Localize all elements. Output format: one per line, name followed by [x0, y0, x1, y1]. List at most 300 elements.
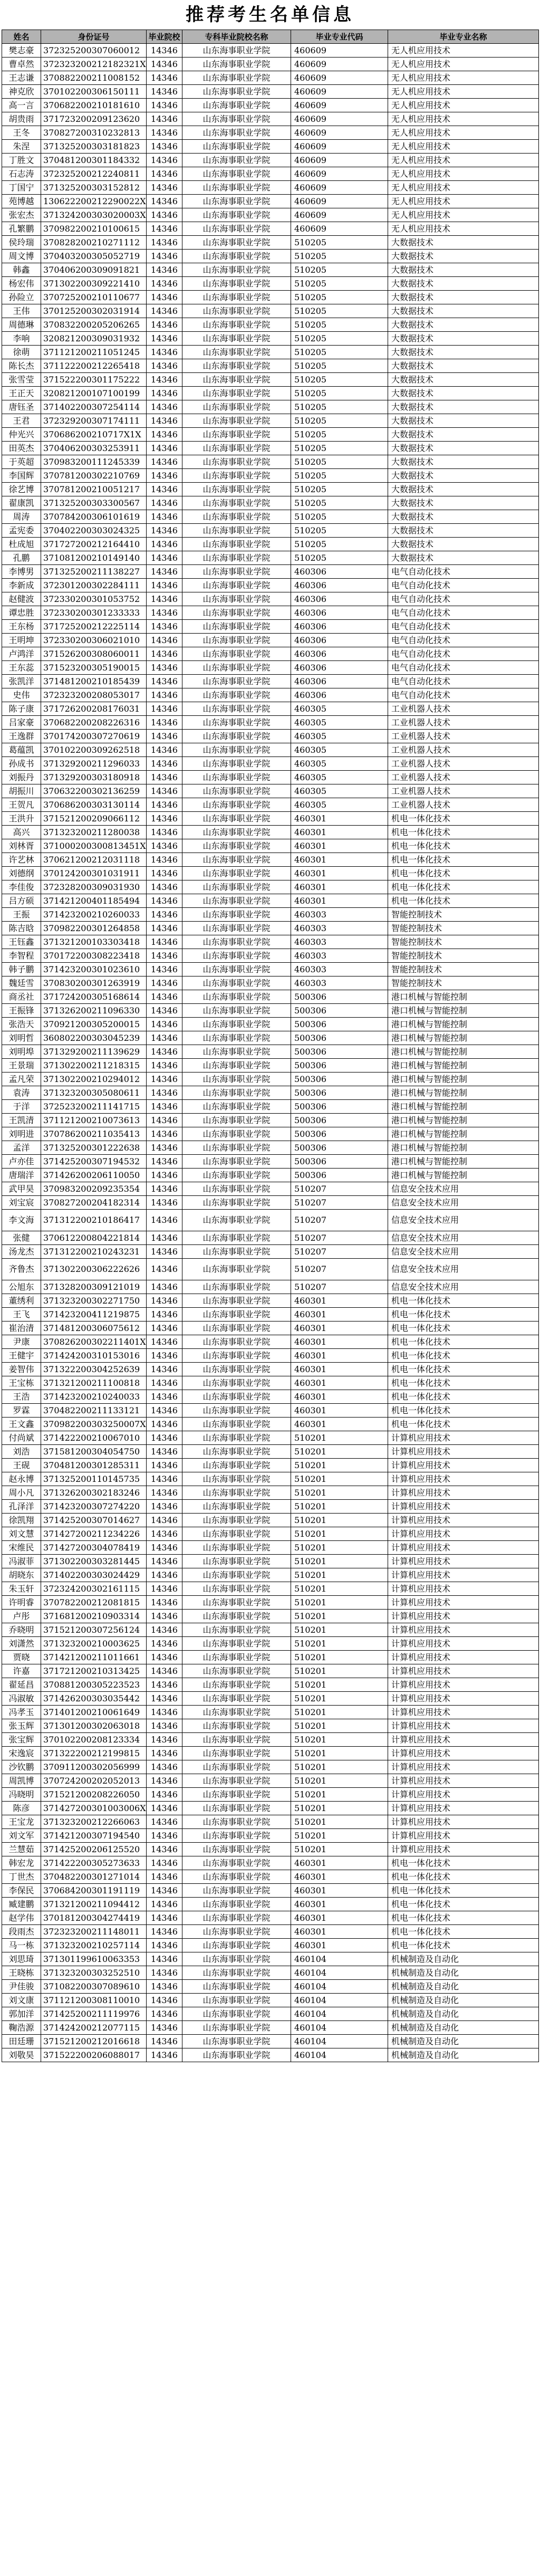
cell-id-number: 371423200210260033 — [41, 908, 147, 922]
cell-major-name: 机电一体化技术 — [388, 880, 539, 894]
cell-school-code: 14346 — [147, 99, 182, 112]
cell-school-code: 14346 — [147, 1994, 182, 2007]
cell-major-code: 510201 — [291, 1541, 388, 1555]
cell-school-code: 14346 — [147, 414, 182, 428]
cell-major-code: 510201 — [291, 1788, 388, 1802]
cell-major-name: 电气自动化技术 — [388, 592, 539, 606]
cell-major-name: 电气自动化技术 — [388, 579, 539, 592]
cell-school-name: 山东海事职业学院 — [182, 743, 291, 757]
cell-name: 李新成 — [2, 579, 41, 592]
cell-major-name: 大数据技术 — [388, 510, 539, 524]
cell-school-name: 山东海事职业学院 — [182, 908, 291, 922]
table-row — [2, 1321, 539, 1335]
cell-school-name: 山东海事职业学院 — [182, 1141, 291, 1155]
cell-school-name: 山东海事职业学院 — [182, 798, 291, 812]
cell-name: 冯孝玉 — [2, 1706, 41, 1719]
cell-major-code: 510207 — [291, 1210, 388, 1231]
cell-major-code: 510205 — [291, 538, 388, 551]
cell-school-name: 山东海事职业学院 — [182, 1952, 291, 1966]
table-row — [2, 1245, 539, 1259]
cell-name: 张雪莹 — [2, 373, 41, 387]
cell-school-code: 14346 — [147, 757, 182, 771]
cell-id-number: 320821200309031932 — [41, 332, 147, 346]
table-row — [2, 894, 539, 908]
cell-major-code: 510201 — [291, 1527, 388, 1541]
table-row — [2, 304, 539, 318]
cell-name: 公旭东 — [2, 1280, 41, 1294]
cell-school-name: 山东海事职业学院 — [182, 524, 291, 538]
table-row — [2, 332, 539, 346]
cell-major-name: 大数据技术 — [388, 469, 539, 483]
cell-major-code: 460303 — [291, 908, 388, 922]
cell-major-name: 无人机应用技术 — [388, 154, 539, 167]
cell-school-code: 14346 — [147, 291, 182, 304]
cell-name: 商丞社 — [2, 990, 41, 1004]
table-row — [2, 44, 539, 58]
cell-school-code: 14346 — [147, 908, 182, 922]
cell-major-name: 机电一体化技术 — [388, 1418, 539, 1431]
table-row — [2, 1856, 539, 1870]
cell-id-number: 371422200210067010 — [41, 1431, 147, 1445]
table-row — [2, 2007, 539, 2021]
table-row — [2, 1472, 539, 1486]
cell-school-name: 山东海事职业学院 — [182, 1472, 291, 1486]
cell-school-name: 山东海事职业学院 — [182, 1349, 291, 1363]
cell-name: 仲光兴 — [2, 428, 41, 442]
cell-major-code: 460303 — [291, 935, 388, 949]
table-row — [2, 743, 539, 757]
cell-id-number: 370125200302031914 — [41, 304, 147, 318]
cell-school-code: 14346 — [147, 647, 182, 661]
cell-name: 王景瑞 — [2, 1059, 41, 1072]
cell-school-code: 14346 — [147, 1182, 182, 1196]
cell-school-code: 14346 — [147, 1363, 182, 1376]
cell-major-name: 港口机械与智能控制 — [388, 1155, 539, 1169]
cell-school-name: 山东海事职业学院 — [182, 990, 291, 1004]
cell-school-name: 山东海事职业学院 — [182, 1321, 291, 1335]
cell-id-number: 371000200300813451X — [41, 839, 147, 853]
cell-id-number: 370827200310232813 — [41, 126, 147, 140]
cell-school-code: 14346 — [147, 346, 182, 359]
cell-id-number: 370481200301285311 — [41, 1459, 147, 1472]
cell-major-name: 计算机应用技术 — [388, 1500, 539, 1514]
cell-school-name: 山东海事职业学院 — [182, 1259, 291, 1280]
cell-name: 董绣利 — [2, 1294, 41, 1308]
cell-id-number: 370621200212031118 — [41, 853, 147, 867]
table-row — [2, 1760, 539, 1774]
cell-school-code: 14346 — [147, 1966, 182, 1980]
cell-school-name: 山东海事职业学院 — [182, 1939, 291, 1952]
cell-id-number: 371521200307256124 — [41, 1623, 147, 1637]
cell-school-code: 14346 — [147, 1404, 182, 1418]
cell-school-name: 山东海事职业学院 — [182, 140, 291, 154]
cell-major-name: 无人机应用技术 — [388, 126, 539, 140]
cell-name: 刘潇然 — [2, 1637, 41, 1651]
cell-school-name: 山东海事职业学院 — [182, 1210, 291, 1231]
cell-id-number: 371427200304078419 — [41, 1541, 147, 1555]
cell-school-name: 山东海事职业学院 — [182, 1114, 291, 1127]
cell-school-name: 山东海事职业学院 — [182, 318, 291, 332]
cell-name: 张宏杰 — [2, 208, 41, 222]
cell-school-name: 山东海事职业学院 — [182, 688, 291, 702]
cell-school-name: 山东海事职业学院 — [182, 1045, 291, 1059]
cell-school-code: 14346 — [147, 2048, 182, 2062]
cell-name: 王钰鑫 — [2, 935, 41, 949]
cell-major-name: 信息安全技术应用 — [388, 1196, 539, 1210]
cell-school-name: 山东海事职业学院 — [182, 222, 291, 236]
cell-major-code: 460301 — [291, 826, 388, 839]
cell-school-name: 山东海事职业学院 — [182, 387, 291, 400]
cell-name: 杨宏伟 — [2, 277, 41, 291]
cell-major-code: 500306 — [291, 1031, 388, 1045]
cell-major-name: 港口机械与智能控制 — [388, 1100, 539, 1114]
cell-major-name: 工业机器人技术 — [388, 743, 539, 757]
cell-major-name: 大数据技术 — [388, 318, 539, 332]
cell-school-name: 山东海事职业学院 — [182, 1966, 291, 1980]
cell-school-code: 14346 — [147, 1196, 182, 1210]
cell-major-name: 计算机应用技术 — [388, 1664, 539, 1678]
cell-major-name: 机械制造及自动化 — [388, 1994, 539, 2007]
cell-school-code: 14346 — [147, 716, 182, 730]
cell-id-number: 371323200305080611 — [41, 1086, 147, 1100]
cell-name: 石志涛 — [2, 167, 41, 181]
cell-major-code: 460104 — [291, 2007, 388, 2021]
cell-major-code: 460104 — [291, 1980, 388, 1994]
table-row — [2, 140, 539, 154]
cell-school-name: 山东海事职业学院 — [182, 1925, 291, 1939]
cell-school-code: 14346 — [147, 1472, 182, 1486]
cell-name: 朱玉轩 — [2, 1582, 41, 1596]
cell-school-name: 山东海事职业学院 — [182, 1747, 291, 1760]
cell-id-number: 371425200206125520 — [41, 1843, 147, 1856]
cell-major-name: 机电一体化技术 — [388, 1856, 539, 1870]
cell-school-code: 14346 — [147, 538, 182, 551]
cell-school-name: 山东海事职业学院 — [182, 400, 291, 414]
cell-major-code: 510201 — [291, 1719, 388, 1733]
cell-name: 卢亦佳 — [2, 1155, 41, 1169]
cell-major-name: 机电一体化技术 — [388, 853, 539, 867]
cell-school-name: 山东海事职业学院 — [182, 2048, 291, 2062]
table-row — [2, 963, 539, 976]
header-school-code: 毕业院校 — [147, 30, 182, 44]
cell-name: 李佳俊 — [2, 880, 41, 894]
cell-school-name: 山东海事职业学院 — [182, 1527, 291, 1541]
cell-major-code: 460305 — [291, 771, 388, 784]
cell-school-name: 山东海事职业学院 — [182, 1843, 291, 1856]
cell-school-name: 山东海事职业学院 — [182, 154, 291, 167]
cell-major-name: 大数据技术 — [388, 373, 539, 387]
cell-school-name: 山东海事职业学院 — [182, 1127, 291, 1141]
cell-name: 鞠浩源 — [2, 2021, 41, 2035]
cell-major-code: 510201 — [291, 1568, 388, 1582]
table-row — [2, 1418, 539, 1431]
cell-name: 张玉辉 — [2, 1719, 41, 1733]
cell-major-code: 460306 — [291, 606, 388, 620]
table-row — [2, 976, 539, 990]
cell-name: 袁涛 — [2, 1086, 41, 1100]
cell-major-code: 460305 — [291, 798, 388, 812]
cell-school-code: 14346 — [147, 771, 182, 784]
cell-id-number: 370682200208226316 — [41, 716, 147, 730]
table-row — [2, 1376, 539, 1390]
cell-id-number: 371424200212077115 — [41, 2021, 147, 2035]
cell-school-code: 14346 — [147, 1210, 182, 1231]
table-row — [2, 565, 539, 579]
cell-school-name: 山东海事职业学院 — [182, 661, 291, 675]
table-row — [2, 1884, 539, 1898]
cell-school-code: 14346 — [147, 1100, 182, 1114]
cell-school-code: 14346 — [147, 1376, 182, 1390]
table-row — [2, 222, 539, 236]
cell-major-code: 460609 — [291, 181, 388, 195]
table-row — [2, 538, 539, 551]
cell-major-name: 大数据技术 — [388, 551, 539, 565]
cell-school-name: 山东海事职业学院 — [182, 1031, 291, 1045]
cell-major-code: 460301 — [291, 1335, 388, 1349]
cell-school-code: 14346 — [147, 304, 182, 318]
cell-school-name: 山东海事职业学院 — [182, 71, 291, 85]
cell-name: 徐萌 — [2, 346, 41, 359]
page-title: 推荐考生名单信息 — [186, 4, 354, 25]
cell-id-number: 370781200210051217 — [41, 483, 147, 496]
header-major-code: 毕业专业代码 — [291, 30, 388, 44]
cell-major-name: 智能控制技术 — [388, 949, 539, 963]
cell-major-name: 大数据技术 — [388, 332, 539, 346]
cell-major-name: 大数据技术 — [388, 483, 539, 496]
cell-school-code: 14346 — [147, 222, 182, 236]
cell-major-name: 机电一体化技术 — [388, 1898, 539, 1911]
cell-school-name: 山东海事职业学院 — [182, 1514, 291, 1527]
cell-major-code: 460104 — [291, 1966, 388, 1980]
cell-name: 翟延昌 — [2, 1678, 41, 1692]
cell-major-code: 510205 — [291, 250, 388, 263]
table-row — [2, 551, 539, 565]
cell-major-code: 460609 — [291, 222, 388, 236]
cell-school-name: 山东海事职业学院 — [182, 1692, 291, 1706]
cell-school-code: 14346 — [147, 812, 182, 826]
cell-major-name: 机电一体化技术 — [388, 1911, 539, 1925]
cell-major-name: 工业机器人技术 — [388, 771, 539, 784]
cell-name: 兰慧茹 — [2, 1843, 41, 1856]
cell-name: 孟宪委 — [2, 524, 41, 538]
cell-id-number: 371426200206110050 — [41, 1169, 147, 1182]
cell-major-name: 港口机械与智能控制 — [388, 1141, 539, 1155]
table-row — [2, 1843, 539, 1856]
cell-school-name: 山东海事职业学院 — [182, 99, 291, 112]
cell-id-number: 371302200303281445 — [41, 1555, 147, 1568]
cell-major-name: 大数据技术 — [388, 359, 539, 373]
cell-school-code: 14346 — [147, 126, 182, 140]
table-row — [2, 1155, 539, 1169]
cell-id-number: 370406200303253911 — [41, 442, 147, 455]
cell-major-code: 460104 — [291, 1952, 388, 1966]
cell-major-code: 460301 — [291, 1898, 388, 1911]
cell-major-name: 计算机应用技术 — [388, 1678, 539, 1692]
cell-id-number: 370826200302211401X — [41, 1335, 147, 1349]
cell-name: 齐鲁杰 — [2, 1259, 41, 1280]
cell-major-code: 510205 — [291, 332, 388, 346]
cell-major-name: 港口机械与智能控制 — [388, 1059, 539, 1072]
cell-id-number: 371321200103303418 — [41, 935, 147, 949]
cell-name: 孔泽洋 — [2, 1500, 41, 1514]
cell-id-number: 370921200305200015 — [41, 1018, 147, 1031]
table-row — [2, 1335, 539, 1349]
cell-major-name: 机械制造及自动化 — [388, 1966, 539, 1980]
cell-school-name: 山东海事职业学院 — [182, 58, 291, 71]
cell-major-code: 500306 — [291, 1100, 388, 1114]
cell-major-name: 机械制造及自动化 — [388, 1952, 539, 1966]
cell-id-number: 370481200301184332 — [41, 154, 147, 167]
cell-id-number: 371081200210149140 — [41, 551, 147, 565]
table-row — [2, 826, 539, 839]
cell-major-name: 计算机应用技术 — [388, 1692, 539, 1706]
cell-id-number: 371581200304054750 — [41, 1445, 147, 1459]
cell-school-name: 山东海事职业学院 — [182, 1610, 291, 1623]
table-row — [2, 1911, 539, 1925]
cell-school-name: 山东海事职业学院 — [182, 126, 291, 140]
cell-major-code: 460301 — [291, 1376, 388, 1390]
cell-major-code: 460609 — [291, 99, 388, 112]
cell-name: 赵永博 — [2, 1472, 41, 1486]
cell-major-name: 智能控制技术 — [388, 908, 539, 922]
cell-name: 崔治清 — [2, 1321, 41, 1335]
cell-major-code: 460609 — [291, 140, 388, 154]
table-row — [2, 346, 539, 359]
cell-id-number: 371427200211234226 — [41, 1527, 147, 1541]
cell-school-code: 14346 — [147, 798, 182, 812]
cell-name: 高兴 — [2, 826, 41, 839]
cell-school-name: 山东海事职业学院 — [182, 483, 291, 496]
cell-id-number: 370174200307270619 — [41, 730, 147, 743]
table-row — [2, 702, 539, 716]
table-row — [2, 579, 539, 592]
cell-id-number: 372330200301053752 — [41, 592, 147, 606]
cell-id-number: 370686200303130114 — [41, 798, 147, 812]
table-row — [2, 1280, 539, 1294]
cell-id-number: 371521200208226050 — [41, 1788, 147, 1802]
table-row — [2, 2021, 539, 2035]
cell-school-name: 山东海事职业学院 — [182, 963, 291, 976]
cell-major-name: 大数据技术 — [388, 304, 539, 318]
cell-major-code: 460609 — [291, 208, 388, 222]
cell-major-name: 计算机应用技术 — [388, 1623, 539, 1637]
cell-major-name: 大数据技术 — [388, 496, 539, 510]
cell-id-number: 370482200211133121 — [41, 1404, 147, 1418]
table-row — [2, 58, 539, 71]
cell-school-name: 山东海事职业学院 — [182, 1072, 291, 1086]
cell-name: 尹康 — [2, 1335, 41, 1349]
cell-major-name: 机电一体化技术 — [388, 1925, 539, 1939]
cell-major-code: 460301 — [291, 1308, 388, 1321]
cell-school-name: 山东海事职业学院 — [182, 935, 291, 949]
table-row — [2, 1802, 539, 1815]
cell-major-code: 510201 — [291, 1637, 388, 1651]
cell-major-name: 机电一体化技术 — [388, 1335, 539, 1349]
table-row — [2, 1141, 539, 1155]
cell-name: 葛蕴凯 — [2, 743, 41, 757]
cell-major-code: 510201 — [291, 1815, 388, 1829]
table-row — [2, 359, 539, 373]
table-row — [2, 1815, 539, 1829]
table-row — [2, 771, 539, 784]
cell-major-code: 460301 — [291, 1418, 388, 1431]
cell-major-code: 500306 — [291, 1072, 388, 1086]
cell-school-code: 14346 — [147, 1004, 182, 1018]
cell-school-code: 14346 — [147, 606, 182, 620]
cell-school-code: 14346 — [147, 1418, 182, 1431]
cell-school-name: 山东海事职业学院 — [182, 551, 291, 565]
cell-id-number: 370102200306150111 — [41, 85, 147, 99]
cell-name: 胡振川 — [2, 784, 41, 798]
cell-school-name: 山东海事职业学院 — [182, 291, 291, 304]
cell-name: 王洪升 — [2, 812, 41, 826]
cell-id-number: 370781200302210769 — [41, 469, 147, 483]
cell-id-number: 370124200301031911 — [41, 867, 147, 880]
cell-school-code: 14346 — [147, 2035, 182, 2048]
cell-major-name: 大数据技术 — [388, 250, 539, 263]
table-row — [2, 1747, 539, 1760]
cell-major-code: 510201 — [291, 1829, 388, 1843]
table-row — [2, 126, 539, 140]
cell-school-code: 14346 — [147, 1815, 182, 1829]
cell-school-name: 山东海事职业学院 — [182, 1404, 291, 1418]
cell-major-code: 460301 — [291, 1856, 388, 1870]
cell-major-name: 机械制造及自动化 — [388, 1980, 539, 1994]
cell-school-code: 14346 — [147, 428, 182, 442]
cell-major-code: 500306 — [291, 1059, 388, 1072]
table-row — [2, 839, 539, 853]
cell-id-number: 371121200211051245 — [41, 346, 147, 359]
cell-major-code: 510207 — [291, 1245, 388, 1259]
cell-school-code: 14346 — [147, 44, 182, 58]
table-row — [2, 1100, 539, 1114]
cell-major-name: 机电一体化技术 — [388, 1363, 539, 1376]
cell-major-name: 计算机应用技术 — [388, 1610, 539, 1623]
cell-id-number: 371325200303300567 — [41, 496, 147, 510]
cell-school-name: 山东海事职业学院 — [182, 730, 291, 743]
cell-school-code: 14346 — [147, 990, 182, 1004]
cell-school-name: 山东海事职业学院 — [182, 1018, 291, 1031]
cell-school-code: 14346 — [147, 592, 182, 606]
cell-id-number: 370725200210110677 — [41, 291, 147, 304]
cell-major-name: 计算机应用技术 — [388, 1747, 539, 1760]
cell-id-number: 371323200210257114 — [41, 1939, 147, 1952]
cell-school-code: 14346 — [147, 1555, 182, 1568]
cell-id-number: 371401200210061649 — [41, 1706, 147, 1719]
cell-major-name: 机电一体化技术 — [388, 826, 539, 839]
cell-name: 孟洋 — [2, 1141, 41, 1155]
cell-major-code: 510201 — [291, 1445, 388, 1459]
cell-school-code: 14346 — [147, 71, 182, 85]
cell-major-name: 信息安全技术应用 — [388, 1231, 539, 1245]
cell-name: 李博男 — [2, 565, 41, 579]
table-row — [2, 400, 539, 414]
cell-major-code: 510205 — [291, 304, 388, 318]
table-row — [2, 1169, 539, 1182]
cell-name: 吕方硕 — [2, 894, 41, 908]
cell-school-code: 14346 — [147, 1788, 182, 1802]
cell-school-code: 14346 — [147, 195, 182, 208]
table-row — [2, 1966, 539, 1980]
cell-name: 刘文军 — [2, 1829, 41, 1843]
cell-id-number: 371423200210240033 — [41, 1390, 147, 1404]
cell-major-code: 510205 — [291, 496, 388, 510]
cell-name: 冯晓明 — [2, 1788, 41, 1802]
cell-name: 许艺林 — [2, 853, 41, 867]
cell-major-name: 港口机械与智能控制 — [388, 1072, 539, 1086]
cell-major-name: 无人机应用技术 — [388, 71, 539, 85]
cell-school-name: 山东海事职业学院 — [182, 414, 291, 428]
